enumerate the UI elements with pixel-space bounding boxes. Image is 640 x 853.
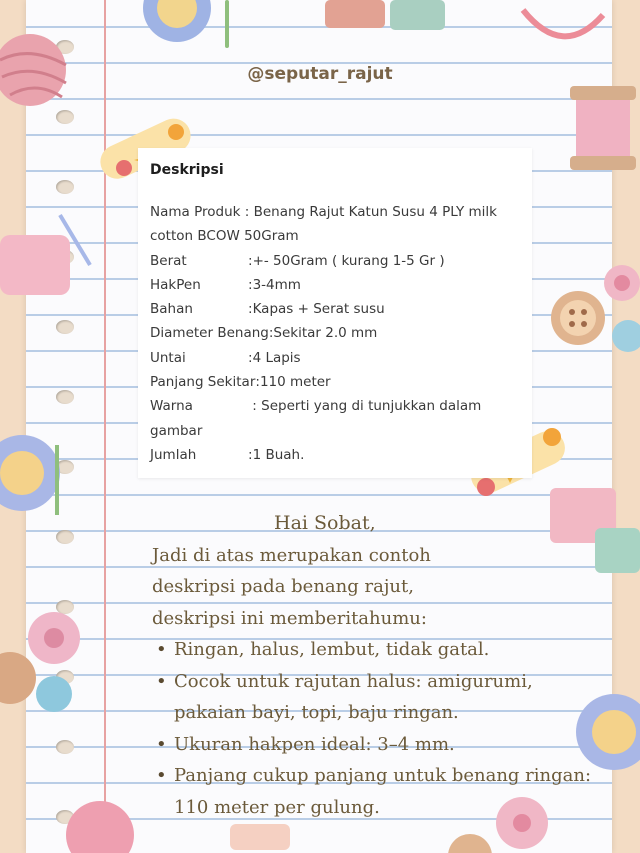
binder-hole — [56, 180, 74, 194]
binder-hole — [56, 390, 74, 404]
description-row: Diameter Benang : Sekitar 2.0 mm — [150, 325, 378, 342]
binder-hole — [56, 740, 74, 754]
intro-line: Jadi di atas merupakan contoh — [152, 544, 431, 566]
description-row: Panjang Sekitar : 110 meter — [150, 374, 331, 391]
yarn-ball-icon — [60, 795, 140, 853]
thread-spool-icon — [225, 818, 295, 853]
description-row: Jumlah : 1 Buah. — [150, 446, 305, 463]
explanation-text — [152, 508, 592, 823]
flower-icon — [0, 425, 70, 520]
list-item: • Ringan, halus, lembut, tidak gatal. — [152, 634, 592, 666]
description-list — [150, 200, 525, 467]
description-row: Warna : Seperti yang di tunjukkan dalam gambar — [150, 398, 482, 439]
binder-hole — [56, 320, 74, 334]
description-card — [138, 148, 532, 478]
description-title: Deskripsi — [150, 162, 224, 178]
intro-line: deskripsi pada benang rajut, — [152, 576, 414, 597]
crochet-hook-icon — [220, 0, 234, 50]
yarn-ball-icon — [518, 0, 608, 60]
description-row: Untai : 4 Lapis — [150, 349, 301, 366]
thread-spool-icon — [320, 0, 450, 40]
list-item: • Cocok untuk rajutan halus: amigurumi, pakaian bayi, topi, baju ringan. — [152, 666, 592, 729]
button-icon — [548, 288, 608, 348]
flower-icon — [132, 0, 222, 48]
greeting: Hai Sobat, — [274, 512, 376, 534]
yarn-ball-icon — [0, 205, 105, 315]
intro-line: deskripsi ini memberitahumu: — [152, 607, 427, 629]
button-icon — [0, 640, 90, 720]
description-row: HakPen : 3-4mm — [150, 276, 301, 293]
button-icon — [608, 318, 640, 358]
list-item: • Panjang cukup panjang untuk benang ringan: 110 meter per gulung. — [152, 760, 592, 823]
account-handle: @seputar_rajut — [247, 64, 393, 84]
button-icon — [440, 830, 500, 853]
feature-list — [152, 634, 592, 823]
description-row: Berat : +- 50Gram ( kurang 1-5 Gr ) — [150, 252, 445, 269]
thread-spool-icon — [566, 78, 640, 178]
description-row: Nama Produk : Benang Rajut Katun Susu 4 PLY milk cotton BCOW 50Gram — [150, 204, 498, 245]
description-row: Bahan : Kapas + Serat susu — [150, 301, 385, 318]
list-item: • Ukuran hakpen ideal: 3–4 mm. — [152, 729, 592, 761]
binder-hole — [56, 530, 74, 544]
